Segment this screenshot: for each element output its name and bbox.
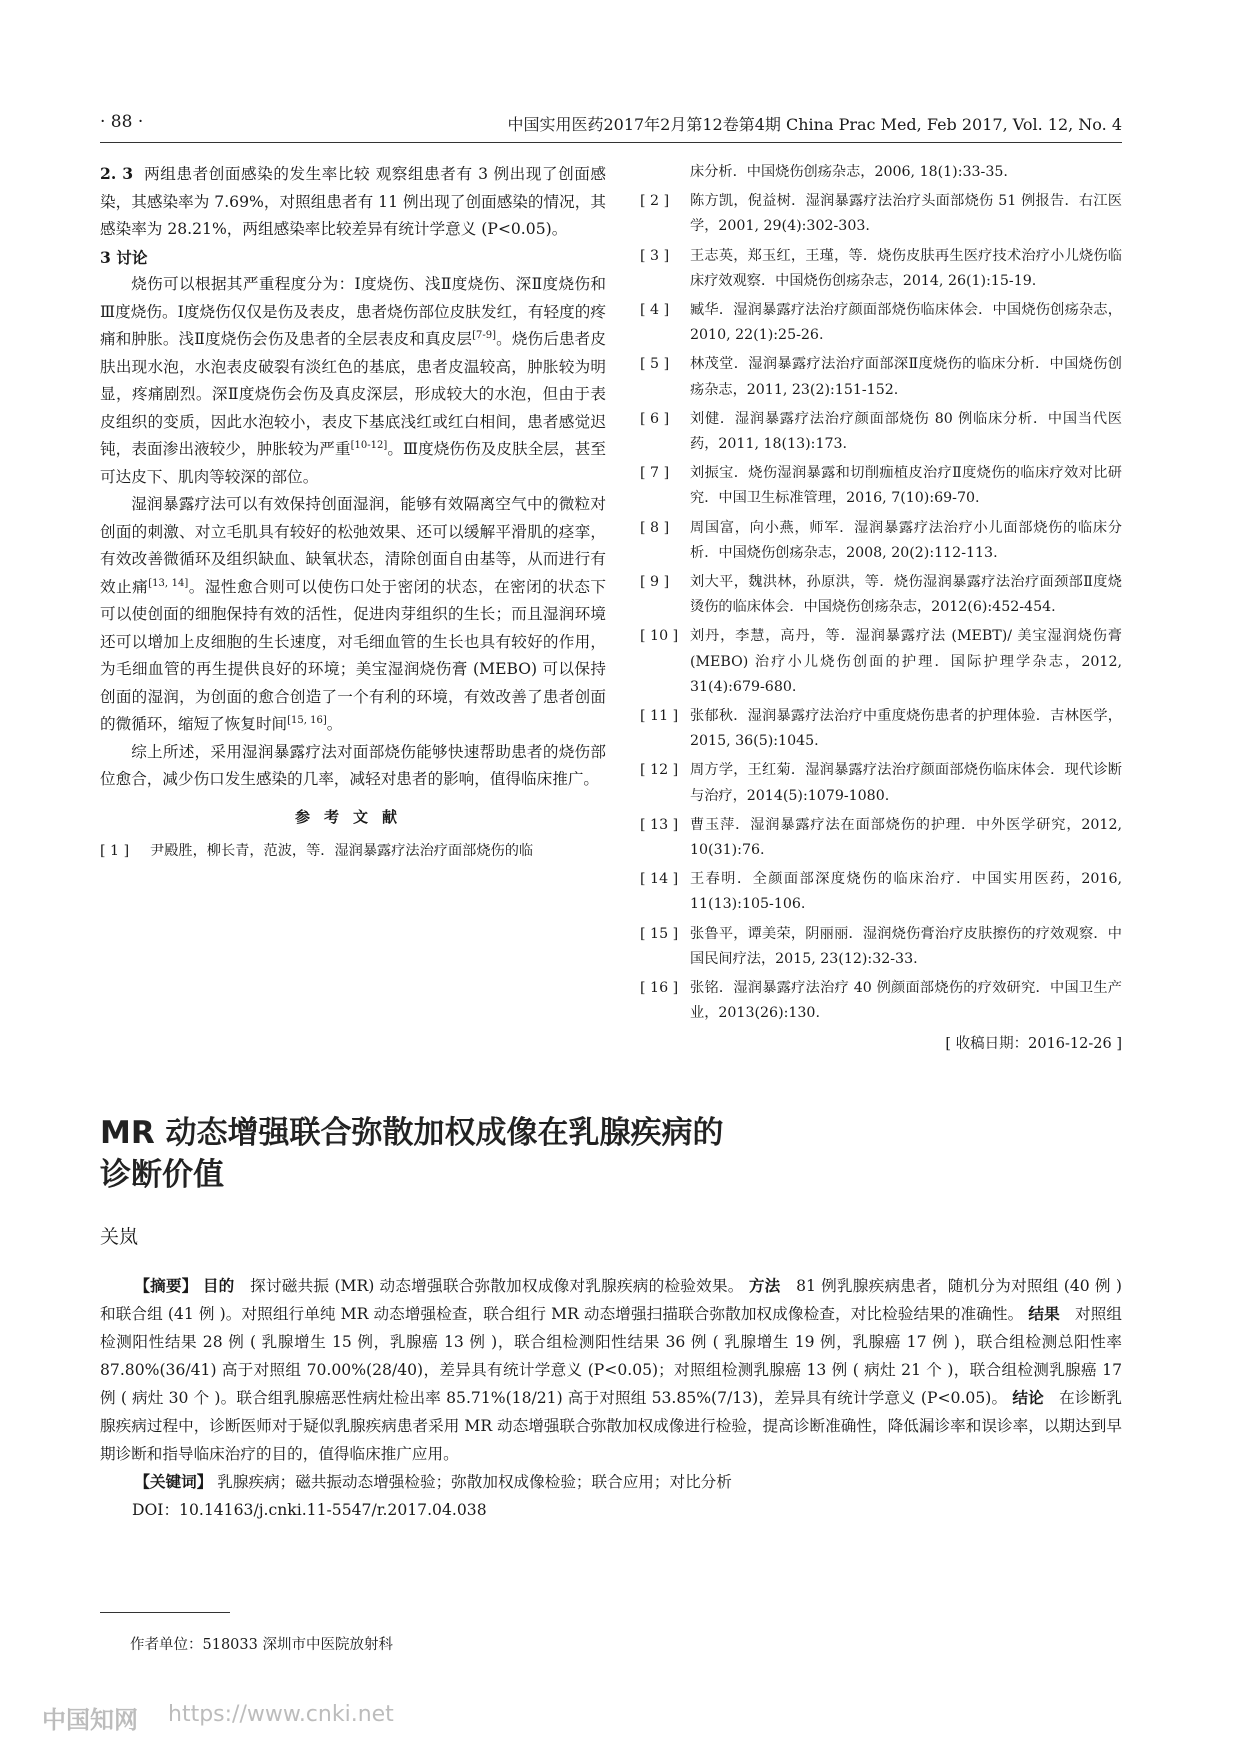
reference-text: 周国富，向小燕，师军．湿润暴露疗法治疗小儿面部烧伤的临床分析．中国烧伤创疡杂志，2008, 20(2):112-113. bbox=[690, 519, 1122, 561]
reference-text: 刘振宝．烧伤湿润暴露和切削痂植皮治疗Ⅱ度烧伤的临床疗效对比研究．中国卫生标准管理，2016, 7(10):69-70. bbox=[690, 465, 1122, 507]
reference-text: 张郁秋．湿润暴露疗法治疗中重度烧伤患者的护理体验．吉林医学，2015, 36(5):1045. bbox=[690, 708, 1122, 750]
reference-number: [ 13 ] bbox=[640, 816, 679, 833]
reference-list bbox=[640, 189, 1122, 1026]
reference-number: [ 12 ] bbox=[640, 762, 679, 779]
reference-item bbox=[640, 867, 1122, 917]
reference-number: [ 2 ] bbox=[640, 193, 670, 210]
reference-text: 床分析．中国烧伤创疡杂志，2006, 18(1):33-35. bbox=[690, 164, 1008, 180]
reference-item bbox=[640, 298, 1122, 348]
reference-number: [ 4 ] bbox=[640, 302, 670, 319]
article-title-line: 诊断价值 bbox=[100, 1157, 224, 1193]
citation: [13, 14] bbox=[148, 577, 189, 589]
reference-item bbox=[640, 758, 1122, 808]
reference-item bbox=[640, 704, 1122, 754]
reference-item bbox=[640, 813, 1122, 863]
reference-item bbox=[640, 624, 1122, 700]
reference-text: 刘大平，魏洪林，孙原洪，等．烧伤湿润暴露疗法治疗面颈部Ⅱ度烧烫伤的临床体会．中国烧伤创疡杂志，2012(6):452-454. bbox=[690, 574, 1122, 616]
reference-number: [ 15 ] bbox=[640, 925, 679, 942]
reference-item bbox=[640, 922, 1122, 972]
reference-item bbox=[640, 570, 1122, 620]
citation: [10-12] bbox=[350, 439, 388, 451]
doi: DOI：10.14163/j.cnki.11-5547/r.2017.04.038 bbox=[132, 1501, 487, 1519]
reference-item bbox=[640, 516, 1122, 566]
reference-item bbox=[640, 461, 1122, 511]
reference-number: [ 5 ] bbox=[640, 356, 670, 373]
method-text: 81 例乳腺疾病患者，随机分为对照组 (40 例 ) 和联合组 (41 例 )。对照组行单纯 MR 动态增强检查，联合组行 MR 动态增强扫描联合弥散加权成像检查，对比检验结果的准确性。 bbox=[100, 1277, 1122, 1323]
reference-continuation bbox=[640, 160, 1122, 185]
running-header bbox=[100, 112, 1122, 140]
reference-text: 王春明．全颜面部深度烧伤的临床治疗．中国实用医药，2016, 11(13):105-106. bbox=[690, 871, 1122, 913]
cnki-url[interactable]: https://www.cnki.net bbox=[168, 1702, 394, 1727]
paragraph-text: 。Ⅲ度烧伤伤及皮肤全层，甚至可达皮下、肌肉等较深的部位。 bbox=[100, 440, 606, 486]
article-title-line: MR 动态增强联合弥散加权成像在乳腺疾病的 bbox=[100, 1115, 724, 1151]
journal-citation: 中国实用医药2017年2月第12卷第4期 China Prac Med, Feb 2017, Vol. 12, No. 4 bbox=[507, 115, 1122, 134]
paragraph-text: 。烧伤后患者皮肤出现水泡，水泡表皮破裂有淡红色的基底，患者皮温较高，肿胀较为明显，疼痛剧烈。深Ⅱ度烧伤会伤及真皮深层，形成较大的水泡，但由于表皮组织的变质，因此水泡较小，表皮下基底浅红或红白相间，患者感觉迟钝，表面渗出液较少，肿胀较为严重 bbox=[100, 330, 606, 458]
method-label: 方法 bbox=[748, 1276, 781, 1295]
reference-item bbox=[640, 407, 1122, 457]
aim-label: 目的 bbox=[202, 1276, 235, 1295]
reference-number: [ 10 ] bbox=[640, 628, 679, 645]
reference-item bbox=[640, 244, 1122, 294]
reference-item bbox=[640, 189, 1122, 239]
conclusion-label: 结论 bbox=[1012, 1388, 1044, 1407]
abstract-body bbox=[100, 1272, 1122, 1468]
discussion-paragraph-1 bbox=[100, 271, 606, 491]
reference-number: [ 3 ] bbox=[640, 247, 670, 264]
reference-number: [ 7 ] bbox=[640, 465, 670, 482]
keywords-label: 【关键词】 bbox=[134, 1472, 213, 1491]
section-2-3 bbox=[100, 160, 606, 244]
paragraph-text: 。 bbox=[326, 715, 343, 733]
cnki-logo: 中国知网 bbox=[42, 1706, 138, 1734]
paragraph-text: 湿润暴露疗法可以有效保持创面湿润，能够有效隔离空气中的微粒对创面的刺激、对立毛肌具有较好的松弛效果、还可以缓解平滑肌的痉挛，有效改善微循环及组织缺血、缺氧状态，清除创面自由基等，从而进行有效止痛 bbox=[100, 495, 606, 596]
header-rule bbox=[100, 142, 1122, 143]
reference-item bbox=[100, 839, 606, 864]
paragraph-text: 。湿性愈合则可以使伤口处于密闭的状态，在密闭的状态下可以使创面的细胞保持有效的活性，促进肉芽组织的生长；而且湿润环境还可以增加上皮细胞的生长速度，对毛细血管的生长也具有较好的作用，为毛细血管的再生提供良好的环境；美宝湿润烧伤膏 (MEBO) 可以保持创面的湿润，为创面的愈合创造了一个有利的环境，有效改善了患者创面的微循环，缩短了恢复时间 bbox=[100, 577, 606, 733]
abstract bbox=[100, 1272, 1122, 1524]
reference-text: 臧华．湿润暴露疗法治疗颜面部烧伤临床体会．中国烧伤创疡杂志，2010, 22(1):25-26. bbox=[690, 302, 1122, 344]
page-number: · 88 · bbox=[100, 112, 144, 132]
section-2-3-number: 2. 3 bbox=[100, 164, 134, 183]
reference-number: [ 8 ] bbox=[640, 519, 670, 536]
reference-text: 周方学，王红菊．湿润暴露疗法治疗颜面部烧伤临床体会．现代诊断与治疗，2014(5):1079-1080. bbox=[690, 762, 1122, 804]
section-3-heading: 3 讨论 bbox=[100, 247, 148, 267]
reference-text: 林茂堂．湿润暴露疗法治疗面部深Ⅱ度烧伤的临床分析．中国烧伤创疡杂志，2011, 23(2):151-152. bbox=[690, 356, 1122, 398]
reference-number: [ 11 ] bbox=[640, 708, 679, 725]
article-title bbox=[100, 1112, 1122, 1196]
references-heading: 参考文献 bbox=[294, 807, 411, 826]
section-2-3-text: 两组患者创面感染的发生率比较 观察组患者有 3 例出现了创面感染，其感染率为 7.69%，对照组患者有 11 例出现了创面感染的情况，其感染率为 28.21%，两组感染率比较差异有统计学意义 (P<0.05)。 bbox=[100, 165, 607, 238]
result-text: 对照组检测阳性结果 28 例 ( 乳腺增生 15 例，乳腺癌 13 例 )，联合组检测阳性结果 36 例 ( 乳腺增生 19 例，乳腺癌 17 例 )，联合组检测总阳性率 87.80%(36/41) 高于对照组 70.00%(28/40)，差异具有统计学意义 (P<0.05)；对照组检测乳腺癌 13 例 ( 病灶 21 个 )，联合组检测乳腺癌 17 例 ( 病灶 30 个 )。联合组乳腺癌恶性病灶检出率 85.71%(18/21) 高于对照组 53.85%(7/13)，差异具有统计学意义 (P<0.05)。 bbox=[100, 1305, 1122, 1407]
keywords-text: 乳腺疾病；磁共振动态增强检验；弥散加权成像检验；联合应用；对比分析 bbox=[217, 1473, 732, 1491]
reference-text: 陈方凯，倪益树．湿润暴露疗法治疗头面部烧伤 51 例报告．右江医学，2001, 29(4):302-303. bbox=[690, 193, 1122, 235]
author-name: 关岚 bbox=[100, 1226, 139, 1248]
footnote-rule bbox=[100, 1612, 230, 1613]
citation: [7-9] bbox=[472, 329, 496, 341]
reference-text: 尹殿胜，柳长青，范波，等．湿润暴露疗法治疗面部烧伤的临 bbox=[150, 843, 534, 859]
reference-text: 刘健．湿润暴露疗法治疗颜面部烧伤 80 例临床分析．中国当代医药，2011, 18(13):173. bbox=[690, 410, 1122, 453]
result-label: 结果 bbox=[1028, 1304, 1060, 1323]
keywords bbox=[100, 1468, 1122, 1496]
reference-number: [ 6 ] bbox=[640, 410, 670, 427]
reference-text: 张鲁平，谭美荣，阴丽丽．湿润烧伤膏治疗皮肤擦伤的疗效观察．中国民间疗法，2015, 23(12):32-33. bbox=[690, 925, 1122, 967]
conclusion-paragraph: 综上所述，采用湿润暴露疗法对面部烧伤能够快速帮助患者的烧伤部位愈合，减少伤口发生感染的几率，减轻对患者的影响，值得临床推广。 bbox=[100, 742, 606, 788]
reference-number: [ 1 ] bbox=[100, 843, 130, 859]
paragraph-text: 烧伤可以根据其严重程度分为：Ⅰ度烧伤、浅Ⅱ度烧伤、深Ⅱ度烧伤和Ⅲ度烧伤。Ⅰ度烧伤仅仅是伤及表皮，患者烧伤部位皮肤发红，有轻度的疼痛和肿胀。浅Ⅱ度烧伤会伤及患者的全层表皮和真皮层 bbox=[100, 275, 606, 348]
right-column bbox=[640, 160, 1122, 1058]
conclusion-text: 在诊断乳腺疾病过程中，诊断医师对于疑似乳腺疾病患者采用 MR 动态增强联合弥散加权成像进行检验，提高诊断准确性，降低漏诊率和误诊率，以期达到早期诊断和指导临床治疗的目的，值得临床推广应用。 bbox=[100, 1389, 1122, 1463]
reference-item bbox=[640, 352, 1122, 402]
discussion-paragraph-2 bbox=[100, 491, 606, 739]
reference-text: 王志英，郑玉红，王瑾，等．烧伤皮肤再生医疗技术治疗小儿烧伤临床疗效观察．中国烧伤创疡杂志，2014, 26(1):15-19. bbox=[690, 247, 1122, 289]
reference-text: 曹玉萍．湿润暴露疗法在面部烧伤的护理．中外医学研究，2012, 10(31):76. bbox=[690, 816, 1122, 859]
left-column bbox=[100, 160, 606, 868]
reference-number: [ 14 ] bbox=[640, 871, 679, 888]
author-affiliation: 作者单位：518033 深圳市中医院放射科 bbox=[130, 1637, 393, 1653]
reference-text: 刘丹，李慧，高丹，等．湿润暴露疗法 (MEBT)/ 美宝湿润烧伤膏 (MEBO) 治疗小儿烧伤创面的护理．国际护理学杂志，2012, 31(4):679-680. bbox=[690, 628, 1122, 695]
abstract-label: 【摘要】 bbox=[134, 1276, 198, 1295]
reference-item bbox=[640, 976, 1122, 1026]
citation: [15, 16] bbox=[287, 714, 327, 726]
reference-number: [ 16 ] bbox=[640, 980, 679, 997]
reference-number: [ 9 ] bbox=[640, 574, 670, 591]
reference-text: 张铭．湿润暴露疗法治疗 40 例颜面部烧伤的疗效研究．中国卫生产业，2013(26):130. bbox=[690, 980, 1122, 1022]
received-date: [ 收稿日期：2016-12-26 ] bbox=[945, 1035, 1122, 1052]
aim-text: 探讨磁共振 (MR) 动态增强联合弥散加权成像对乳腺疾病的检验效果。 bbox=[250, 1277, 744, 1295]
